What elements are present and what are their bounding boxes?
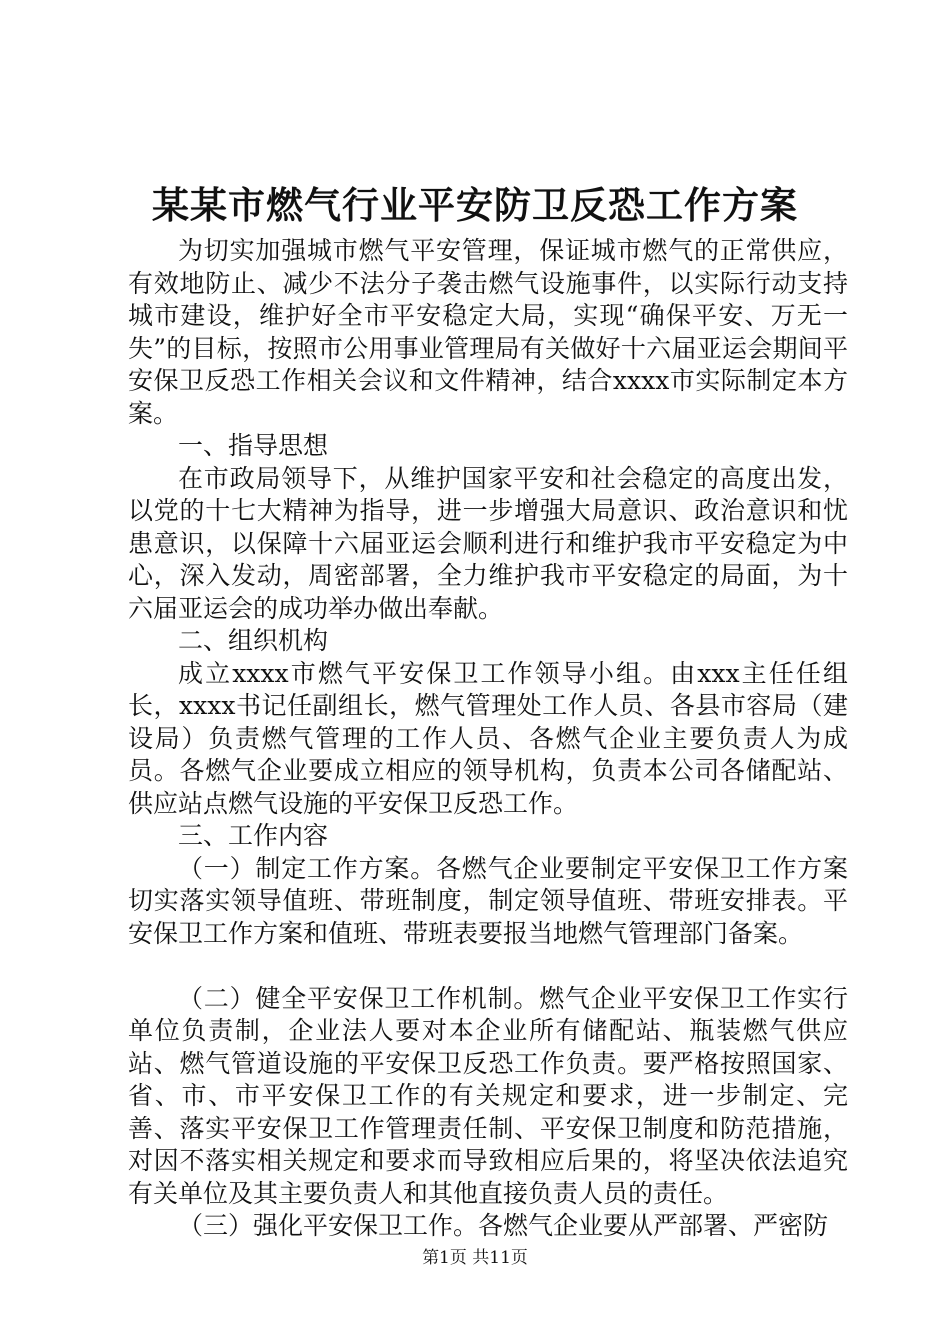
heading-organization: 二、组织机构	[178, 626, 329, 655]
paragraph-security-mechanism: （二）健全平安保卫工作机制。燃气企业平安保卫工作实行单位负责制，企业法人要对本企业所有储配站、瓶装燃气供应站、燃气管道设施的平安保卫反恐工作负责。要严格按照国家、省、市、市平安保卫工作的有关规定和要求，进一步制定、完善、落实平安保卫工作管理责任制、平安保卫制度和防范措施，对因不落实相关规定和要求而导致相应后果的，将坚决依法追究有关单位及其主要负责人和其他直接负责人员的责任。	[128, 983, 848, 1208]
heading-guiding-ideology: 一、指导思想	[178, 431, 329, 460]
paragraph-organization: 成立xxxx市燃气平安保卫工作领导小组。由xxx主任任组长，xxxx书记任副组长，燃气管理处工作人员、各县市容局（建设局）负责燃气管理的工作人员、各燃气企业主要负责人为成员。各燃气企业要成立相应的领导机构，负责本公司各储配站、供应站点燃气设施的平安保卫反恐工作。	[128, 658, 848, 818]
paragraph-intro: 为切实加强城市燃气平安管理，保证城市燃气的正常供应，有效地防止、减少不法分子袭击燃气设施事件，以实际行动支持城市建设，维护好全市平安稳定大局，实现“确保平安、万无一失”的目标，按照市公用事业管理局有关做好十六届亚运会期间平安保卫反恐工作相关会议和文件精神，结合xxxx市实际制定本方案。	[128, 236, 848, 428]
page-number-footer: 第1页 共11页	[422, 1248, 528, 1268]
heading-work-content: 三、工作内容	[178, 821, 329, 850]
document-title: 某某市燃气行业平安防卫反恐工作方案	[152, 183, 798, 227]
document-body	[128, 235, 848, 1243]
paragraph-work-plan: （一）制定工作方案。各燃气企业要制定平安保卫工作方案切实落实领导值班、带班制度，制定领导值班、带班安排表。平安保卫工作方案和值班、带班表要报当地燃气管理部门备案。	[128, 853, 848, 948]
paragraph-guiding-ideology: 在市政局领导下，从维护国家平安和社会稳定的高度出发，以党的十七大精神为指导，进一步增强大局意识、政治意识和忧患意识，以保障十六届亚运会顺利进行和维护我市平安稳定为中心，深入发动，周密部署，全力维护我市平安稳定的局面，为十六届亚运会的成功举办做出奉献。	[128, 463, 848, 623]
paragraph-strengthen-security: （三）强化平安保卫工作。各燃气企业要从严部署、严密防	[178, 1211, 829, 1240]
